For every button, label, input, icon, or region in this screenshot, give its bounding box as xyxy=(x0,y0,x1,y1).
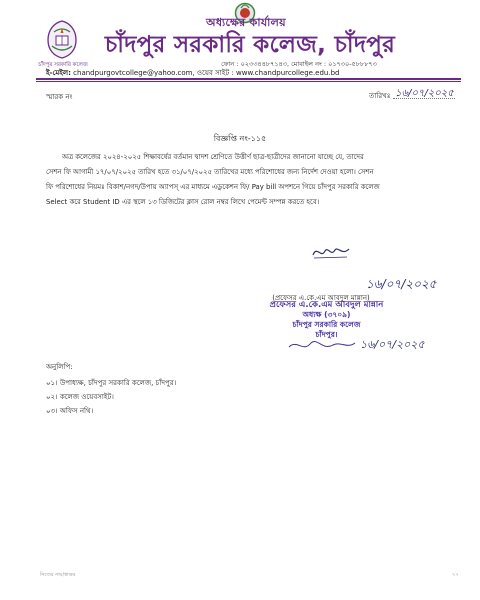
signature-scribble-second xyxy=(287,337,357,355)
email-label: ই-মেইল: xyxy=(46,69,71,77)
signature-date: ১৬/০৭/২০২৫ xyxy=(366,277,437,291)
logo-caption: চাঁদপুর সরকারি কলেজ xyxy=(38,62,88,68)
website-label: ওয়েব সাইট : xyxy=(196,69,234,77)
header-divider xyxy=(36,78,461,80)
notice-line: সেশন ফি আগামী ১৭/০৭/২০২৫ তারিখ হতে ৩১/০৭/২০২৫ তারিখের মধ্যে পরিশোধের জন্য নির্দেশ দেওয়া হলো। সেশন xyxy=(46,168,374,176)
copy-heading: অনুলিপি: xyxy=(46,363,73,371)
official-stamp xyxy=(254,300,399,340)
date-line xyxy=(393,98,455,99)
contact-info: ই-মেইল: chandpurgovtcollege@yahoo.com, ওয়েব সাইট : www.chandpurcollege.edu.bd xyxy=(46,69,340,77)
phone-info: ফোন : ০২৩৩৪৪৮৭১৪৩, মোবাইল নং : ০১৭৩০-৫৮৮৮৭৩ xyxy=(221,60,377,68)
website-link[interactable]: www.chandpurcollege.edu.bd xyxy=(236,69,340,77)
stamp-name: প্রফেসর এ.কে.এম আবদুল মান্নান xyxy=(269,300,384,310)
notice-body xyxy=(46,150,466,210)
footer-note: নিজের নাম/স্বাক্ষর xyxy=(40,572,76,578)
college-name-heading: চাঁদপুর সরকারি কলেজ, চাঁদপুর xyxy=(104,32,396,58)
office-title: অধ্যক্ষের কার্যালয় xyxy=(206,16,286,29)
handwritten-date: ১৬/০৭/২০২৫ xyxy=(395,88,454,99)
memo-number-label: স্মারক নং xyxy=(46,93,73,101)
notice-title: বিজ্ঞপ্তি নং-১১৫ xyxy=(213,134,267,143)
notice-line: Select করে Student ID এর স্থলে ১৩ ডিজিটের ক্লাস রোল নম্বর লিখে পেমেন্ট সম্পন্ন করতে হবে। xyxy=(46,198,320,206)
footer-page: ৭৭ xyxy=(452,572,459,578)
header-divider-thin xyxy=(36,81,461,82)
signature-date-second: ১৬/০৭/২০২৫ xyxy=(360,338,425,351)
copy-list xyxy=(46,360,346,418)
notice-line: ফি পরিশোধের নিয়মঃ বিকাশ/নগদ/উপায় অ্যাপস্ এর মাধ্যমে এডুকেশন ফি/ Pay bill অপশনে গিয়ে চাঁদপুর সরকারি কলেজ xyxy=(46,183,380,191)
email-link[interactable]: chandpurgovtcollege@yahoo.com xyxy=(73,69,193,77)
stamp-title: অধ্যক্ষ (৩৭০৯) xyxy=(302,310,351,319)
signer-name: (প্রফেসর এ.কে.এম আবদুল মান্নান) xyxy=(272,294,370,302)
copy-item: ০১। উপাধ্যক্ষ, চাঁদপুর সরকারি কলেজ, চাঁদপুর। xyxy=(46,379,177,387)
stamp-college: চাঁদপুর সরকারি কলেজ xyxy=(292,320,361,329)
date-label: তারিখঃ xyxy=(369,92,391,100)
college-logo-icon xyxy=(42,18,82,62)
signature-scribble xyxy=(311,243,351,261)
copy-item: ০৩। অফিস নথি। xyxy=(46,407,94,415)
stamp-city: চাঁদপুর। xyxy=(315,330,338,339)
copy-item: ০২। কলেজ ওয়েবসাইট। xyxy=(46,393,114,401)
notice-line: অত্র কলেজের ২০২৪-২০২৫ শিক্ষাবর্ষের বর্তমান দ্বাদশ শ্রেণিতে উত্তীর্ণ ছাত্র-ছাত্রীদের জানানো যাচ্ছে যে, তাদের xyxy=(62,153,364,161)
